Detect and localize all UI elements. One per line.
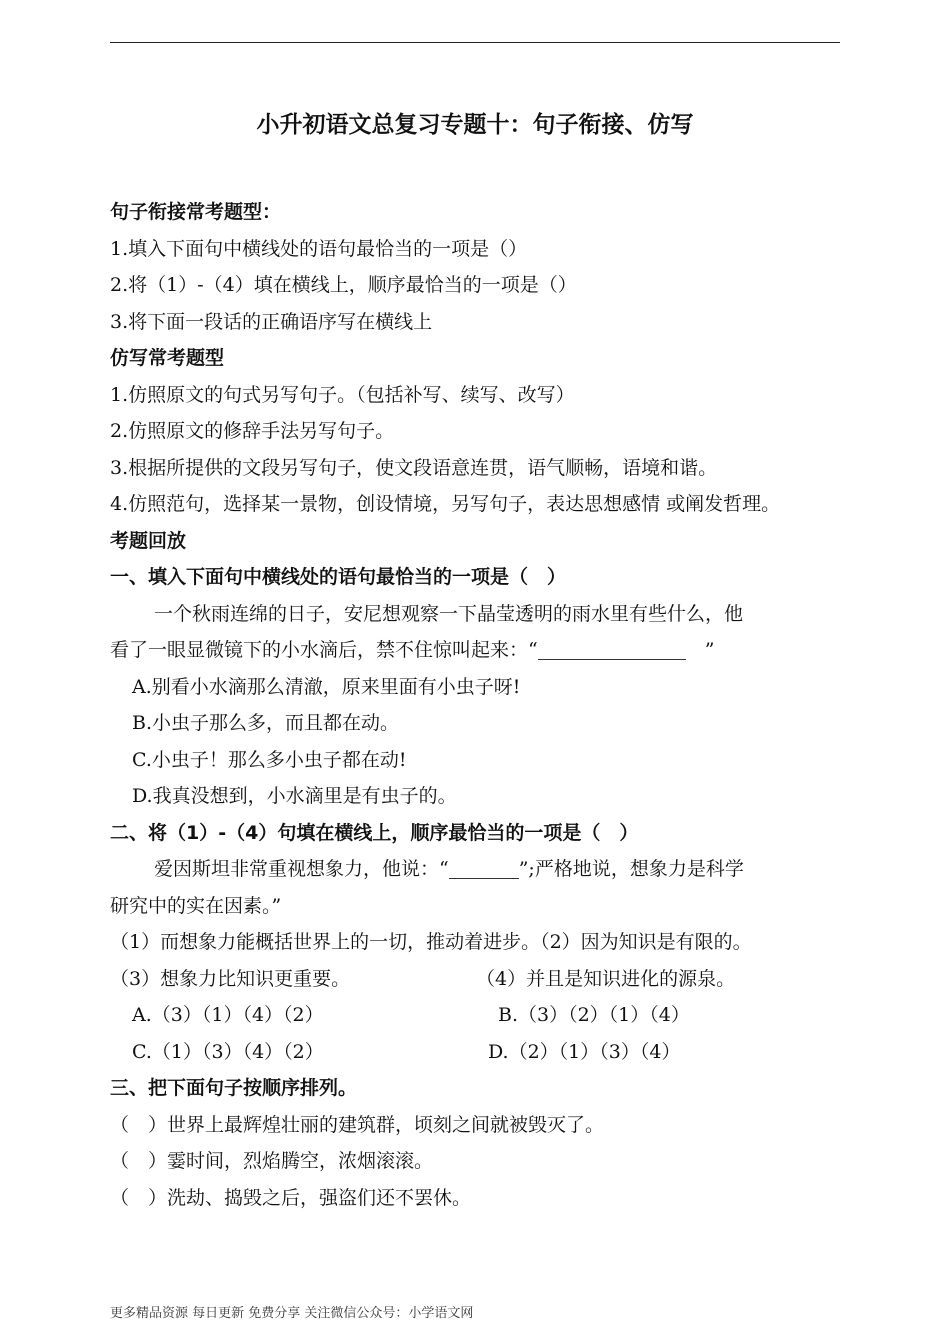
option-d: D.（2）（1）（3）（4） — [488, 1040, 681, 1063]
list-item: 3.根据所提供的文段另写句子，使文段语意连贯，语气顺畅，语境和谐。 — [110, 456, 718, 479]
header-rule — [110, 42, 840, 43]
list-item: 2.将（1）-（4）填在横线上，顺序最恰当的一项是（） — [110, 274, 577, 296]
list-item: 1.填入下面句中横线处的语句最恰当的一项是（） — [110, 237, 528, 260]
answer-blank — [538, 639, 686, 660]
question-2-heading: 二、将（1）-（4）句填在横线上，顺序最恰当的一项是（ ） — [110, 821, 639, 844]
question-3-heading: 三、把下面句子按顺序排列。 — [110, 1077, 358, 1099]
question-2-stem-b: ”;严格地说，想象力是科学 — [518, 858, 744, 880]
sentence-3: （3）想象力比知识更重要。 — [110, 967, 351, 990]
option-d: D.我真没想到，小水滴里是有虫子的。 — [132, 785, 457, 807]
question-2-sentences-3-4 — [110, 961, 842, 998]
kaoti-heading: 考题回放 — [110, 529, 187, 552]
option-b: B.（3）（2）（1）（4） — [498, 1004, 690, 1026]
question-2-stem-line2: 研究中的实在因素。” — [110, 894, 282, 917]
section-heading-fangxie: 仿写常考题型 — [110, 347, 225, 369]
sentence-4: （4）并且是知识进化的源泉。 — [476, 967, 736, 990]
question-2-stem-line1 — [110, 851, 842, 888]
ordering-item: （ ）洗劫、捣毁之后，强盗们还不罢休。 — [110, 1186, 472, 1209]
ordering-item: （ ）霎时间，烈焰腾空，浓烟滚滚。 — [110, 1150, 434, 1172]
list-item: 2.仿照原文的修辞手法另写句子。 — [110, 420, 395, 442]
section-heading-juzi: 句子衔接常考题型： — [110, 201, 282, 223]
answer-blank — [449, 858, 519, 879]
ordering-item: （ ）世界上最辉煌壮丽的建筑群，顷刻之间就被毁灭了。 — [110, 1113, 605, 1136]
question-2-stem-a: 爱因斯坦非常重视想象力，他说：“ — [154, 858, 449, 880]
list-item: 1.仿照原文的句式另写句子。（包括补写、续写、改写） — [110, 383, 575, 406]
document-body — [110, 194, 842, 1216]
page-title: 小升初语文总复习专题十：句子衔接、仿写 — [256, 112, 694, 138]
question-1-stem-line1: 一个秋雨连绵的日子，安尼想观察一下晶莹透明的雨水里有些什么，他 — [154, 602, 744, 625]
question-2-sentences-1-2: （1）而想象力能概括世界上的一切，推动着进步。（2）因为知识是有限的。 — [110, 931, 752, 953]
question-1-stem-close: ” — [685, 639, 715, 661]
list-item: 3.将下面一段话的正确语序写在横线上 — [110, 310, 433, 333]
option-c: C.（1）（3）（4）（2） — [132, 1040, 324, 1063]
question-2-options-cd — [110, 1034, 842, 1071]
option-a: A.（3）（1）（4）（2） — [132, 1004, 324, 1026]
footer-note: 更多精品资源 每日更新 免费分享 关注微信公众号：小学语文网 — [110, 1306, 474, 1321]
option-c: C.小虫子！那么多小虫子都在动! — [132, 748, 407, 771]
question-1-stem-line2 — [110, 632, 842, 669]
question-1-stem-text: 看了一眼显微镜下的小水滴后，禁不住惊叫起来：“ — [110, 639, 538, 661]
list-item: 4.仿照范句，选择某一景物，创设情境，另写句子，表达思想感情 或阐发哲理。 — [110, 493, 781, 515]
question-2-options-ab — [110, 997, 842, 1034]
option-b: B.小虫子那么多，而且都在动。 — [132, 712, 400, 734]
question-1-heading: 一、填入下面句中横线处的语句最恰当的一项是（ ） — [110, 566, 567, 588]
option-a: A.别看小水滴那么清澈，原来里面有小虫子呀! — [132, 675, 521, 698]
